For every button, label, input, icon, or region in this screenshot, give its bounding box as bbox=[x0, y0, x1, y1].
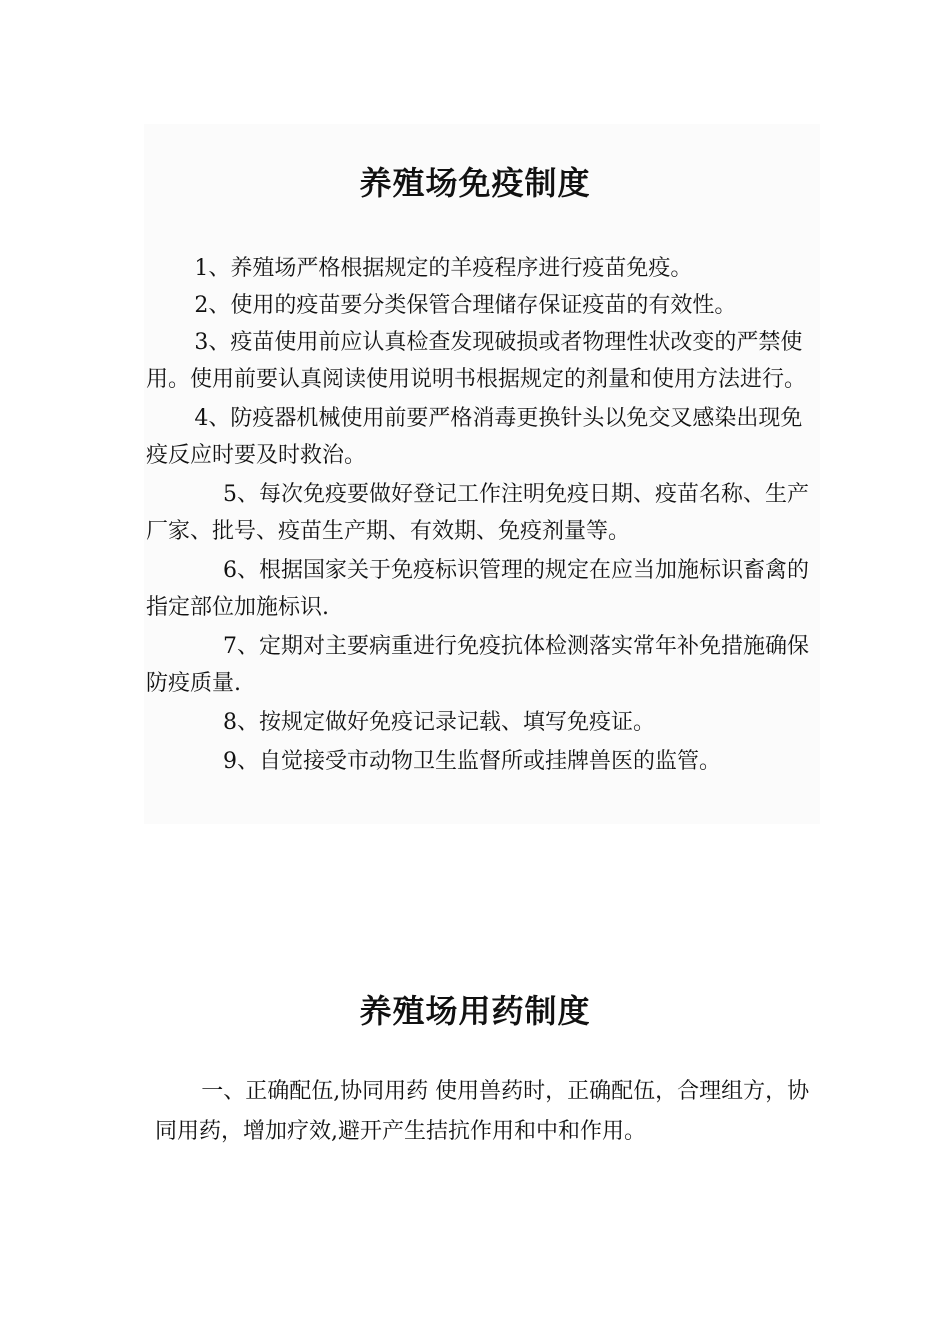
policy-item-3: 3、疫苗使用前应认真检查发现破损或者物理性状改变的严禁使用。使用前要认真阅读使用说明书根据规定的剂量和使用方法进行。 bbox=[146, 330, 807, 392]
policy-item-9: 9、自觉接受市动物卫生监督所或挂牌兽医的监管。 bbox=[223, 749, 721, 774]
medication-item-1: 一、正确配伍,协同用药 使用兽药时，正确配伍，合理组方，协同用药，增加疗效,避开产生拮抗作用和中和作用。 bbox=[155, 1079, 810, 1144]
immunization-policy-title: 养殖场免疫制度 bbox=[359, 164, 591, 202]
policy-item-4: 4、防疫器机械使用前要严格消毒更换针头以免交叉感染出现免疫反应时要及时救治。 bbox=[146, 406, 803, 468]
medication-policy-body bbox=[155, 1072, 815, 1152]
immunization-policy-body bbox=[146, 250, 818, 780]
policy-item-6: 6、根据国家关于免疫标识管理的规定在应当加施标识畜禽的指定部位加施标识. bbox=[146, 558, 809, 620]
policy-item-2: 2、使用的疫苗要分类保管合理储存保证疫苗的有效性。 bbox=[194, 293, 737, 318]
medication-policy-title: 养殖场用药制度 bbox=[359, 992, 591, 1030]
policy-item-8: 8、按规定做好免疫记录记载、填写免疫证。 bbox=[223, 710, 655, 735]
policy-item-7: 7、定期对主要病重进行免疫抗体检测落实常年补免措施确保防疫质量. bbox=[146, 634, 809, 696]
policy-item-1: 1、养殖场严格根据规定的羊疫程序进行疫苗免疫。 bbox=[194, 256, 693, 281]
policy-item-5: 5、每次免疫要做好登记工作注明免疫日期、疫苗名称、生产厂家、批号、疫苗生产期、有效期、免疫剂量等。 bbox=[146, 482, 809, 544]
